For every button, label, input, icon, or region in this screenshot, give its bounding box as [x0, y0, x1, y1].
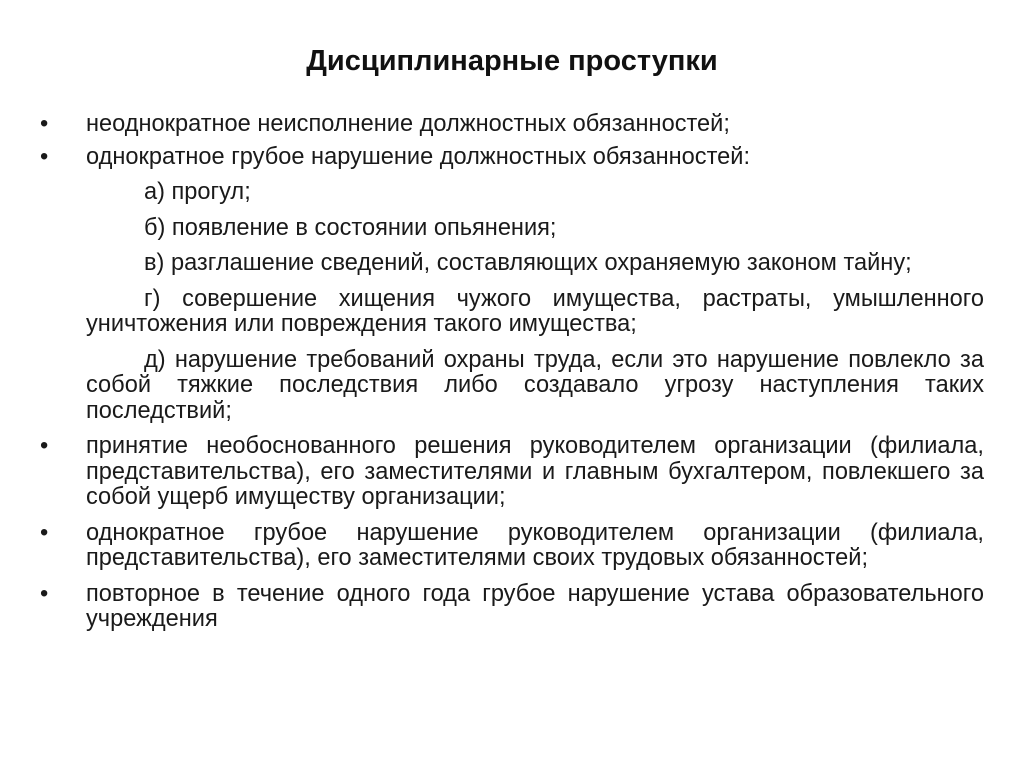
list-item — [40, 145, 984, 171]
sub-item-text: в) разглашение сведений, составляющих охраняемую законом тайну; — [144, 250, 912, 276]
sub-item-text: г) совершение хищения чужого имущества, растраты, умышленного уничтожения или повреждения такого имущества; — [86, 285, 984, 337]
sub-item — [40, 180, 984, 206]
sub-item-text: д) нарушение требований охраны труда, если это нарушение повлекло за собой тяжкие последствия либо создавало угрозу наступления таких последствий; — [86, 346, 984, 424]
list-item-text: однократное грубое нарушение руководителем организации (филиала, представительства), его заместителями своих трудовых обязанностей; — [86, 519, 984, 571]
bullet-list — [40, 112, 984, 643]
list-item — [40, 112, 984, 138]
list-item-text: однократное грубое нарушение должностных обязанностей: — [86, 143, 750, 170]
sub-item — [40, 251, 984, 277]
sub-item — [40, 216, 984, 242]
list-item — [40, 521, 984, 572]
sub-item-text: а) прогул; — [144, 179, 251, 205]
bullet-icon: • — [40, 519, 49, 546]
list-item-text: повторное в течение одного года грубое нарушение устава образовательного учреждения — [86, 580, 984, 632]
bullet-icon: • — [40, 111, 49, 137]
sub-item — [40, 348, 984, 425]
list-item — [40, 434, 984, 511]
sub-item-text: б) появление в состоянии опьянения; — [144, 214, 557, 241]
bullet-icon: • — [40, 433, 49, 459]
slide-title: Дисциплинарные проступки — [306, 45, 718, 77]
bullet-icon: • — [40, 143, 49, 170]
list-item-text: принятие необоснованного решения руководителем организации (филиала, представительства), его заместителями и главным бухгалтером, повлекшего за собой ущерб имуществу организации; — [86, 433, 984, 510]
list-item-text: неоднократное неисполнение должностных обязанностей; — [86, 111, 730, 137]
list-item — [40, 582, 984, 633]
bullet-icon: • — [40, 580, 49, 607]
sub-item — [40, 287, 984, 338]
